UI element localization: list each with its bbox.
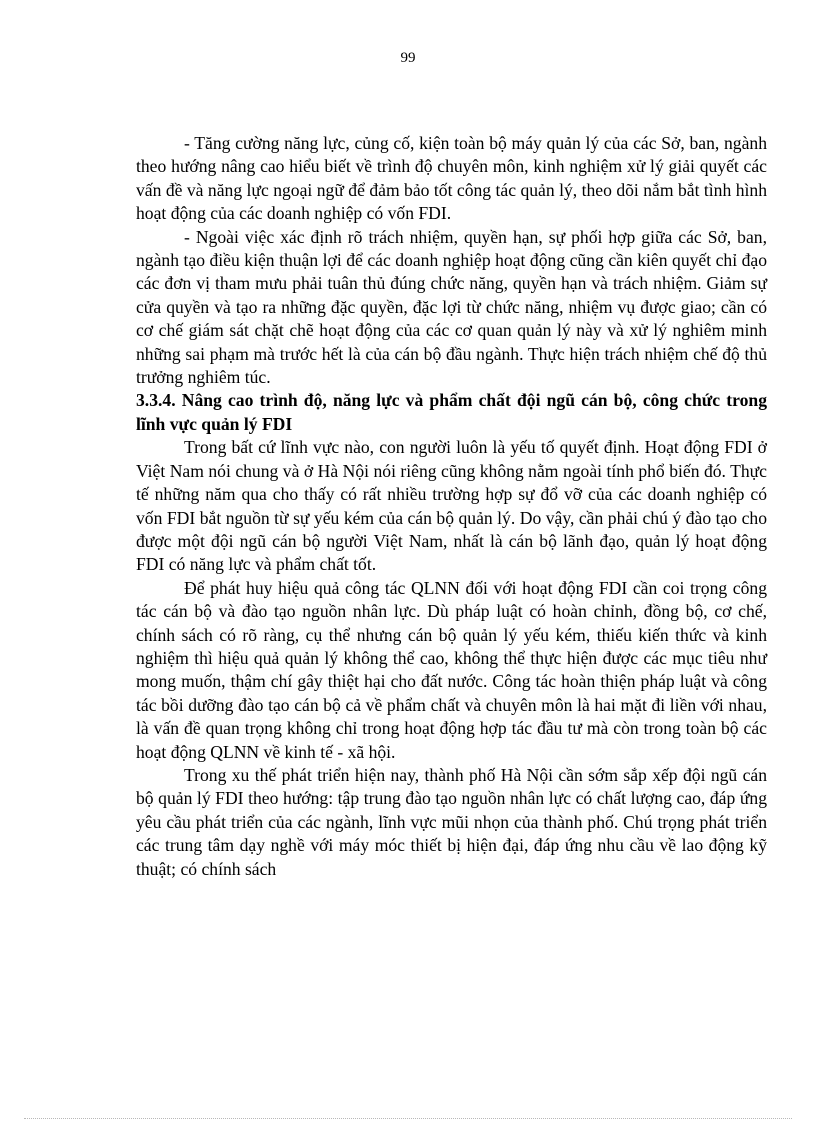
paragraph-development-trend: Trong xu thế phát triển hiện nay, thành phố Hà Nội cần sớm sắp xếp đội ngũ cán bộ quản lý FDI theo hướng: tập trung đào tạo nguồn nhân lực có chất lượng cao, đáp ứng yêu cầu phát triển của các ngành, lĩnh vực mũi nhọn của thành phố. Chú trọng phát triển các trung tâm dạy nghề với máy móc thiết bị hiện đại, đáp ứng nhu cầu về lao động kỹ thuật; có chính sách — [136, 764, 767, 879]
paragraph-strengthen-capacity: - Tăng cường năng lực, củng cố, kiện toàn bộ máy quản lý của các Sở, ban, ngành theo hướng nâng cao hiểu biết về trình độ chuyên môn, kinh nghiệm xử lý giải quyết các vấn đề và năng lực ngoại ngữ để đảm bảo tốt công tác quản lý, theo dõi nắm bắt tình hình hoạt động của các doanh nghiệp có vốn FDI. — [136, 133, 767, 224]
section-heading: 3.3.4. Nâng cao trình độ, năng lực và phẩm chất đội ngũ cán bộ, công chức trong lĩnh vực quản lý FDI — [136, 390, 767, 434]
page-number: 99 — [400, 50, 416, 66]
document-body — [136, 132, 767, 881]
paragraph-human-factor: Trong bất cứ lĩnh vực nào, con người luôn là yếu tố quyết định. Hoạt động FDI ở Việt Nam nói chung và ở Hà Nội nói riêng cũng không nằm ngoài tính phổ biến đó. Thực tế những năm qua cho thấy có rất nhiều trường hợp sự đổ vỡ của các doanh nghiệp có vốn FDI bắt nguồn từ sự yếu kém của cán bộ quản lý. Do vậy, cần phải chú ý đào tạo cho được một đội ngũ cán bộ người Việt Nam, nhất là cán bộ lãnh đạo, quản lý hoạt động FDI có năng lực và phẩm chất tốt. — [136, 437, 767, 575]
page-bottom-divider — [24, 1118, 792, 1119]
paragraph-personnel-work: Để phát huy hiệu quả công tác QLNN đối với hoạt động FDI cần coi trọng công tác cán bộ và đào tạo nguồn nhân lực. Dù pháp luật có hoàn chỉnh, đồng bộ, cơ chế, chính sách có rõ ràng, cụ thể nhưng cán bộ quản lý yếu kém, thiếu kiến thức và kinh nghiệm thì hiệu quả quản lý không thể cao, không thể thực hiện được các mục tiêu như mong muốn, thậm chí gây thiệt hại cho đất nước. Công tác hoàn thiện pháp luật và công tác bồi dưỡng đào tạo cán bộ cả về phẩm chất và chuyên môn là hai mặt đi liền với nhau, là vấn đề quan trọng không chỉ trong hoạt động hợp tác đầu tư mà còn trong toàn bộ các hoạt động QLNN về kinh tế - xã hội. — [136, 577, 767, 762]
paragraph-responsibility: - Ngoài việc xác định rõ trách nhiệm, quyền hạn, sự phối hợp giữa các Sở, ban, ngành tạo điều kiện thuận lợi để các doanh nghiệp hoạt động cũng cần kiên quyết chỉ đạo các đơn vị tham mưu phải tuân thủ đúng chức năng, quyền hạn và trách nhiệm. Giảm sự cửa quyền và tạo ra những đặc quyền, đặc lợi từ chức năng, nhiệm vụ được giao; cần có cơ chế giám sát chặt chẽ hoạt động của các cơ quan quản lý này và xử lý nghiêm minh những sai phạm mà trước hết là của cán bộ đầu ngành. Thực hiện trách nhiệm chế độ thủ trưởng nghiêm túc. — [136, 226, 767, 388]
